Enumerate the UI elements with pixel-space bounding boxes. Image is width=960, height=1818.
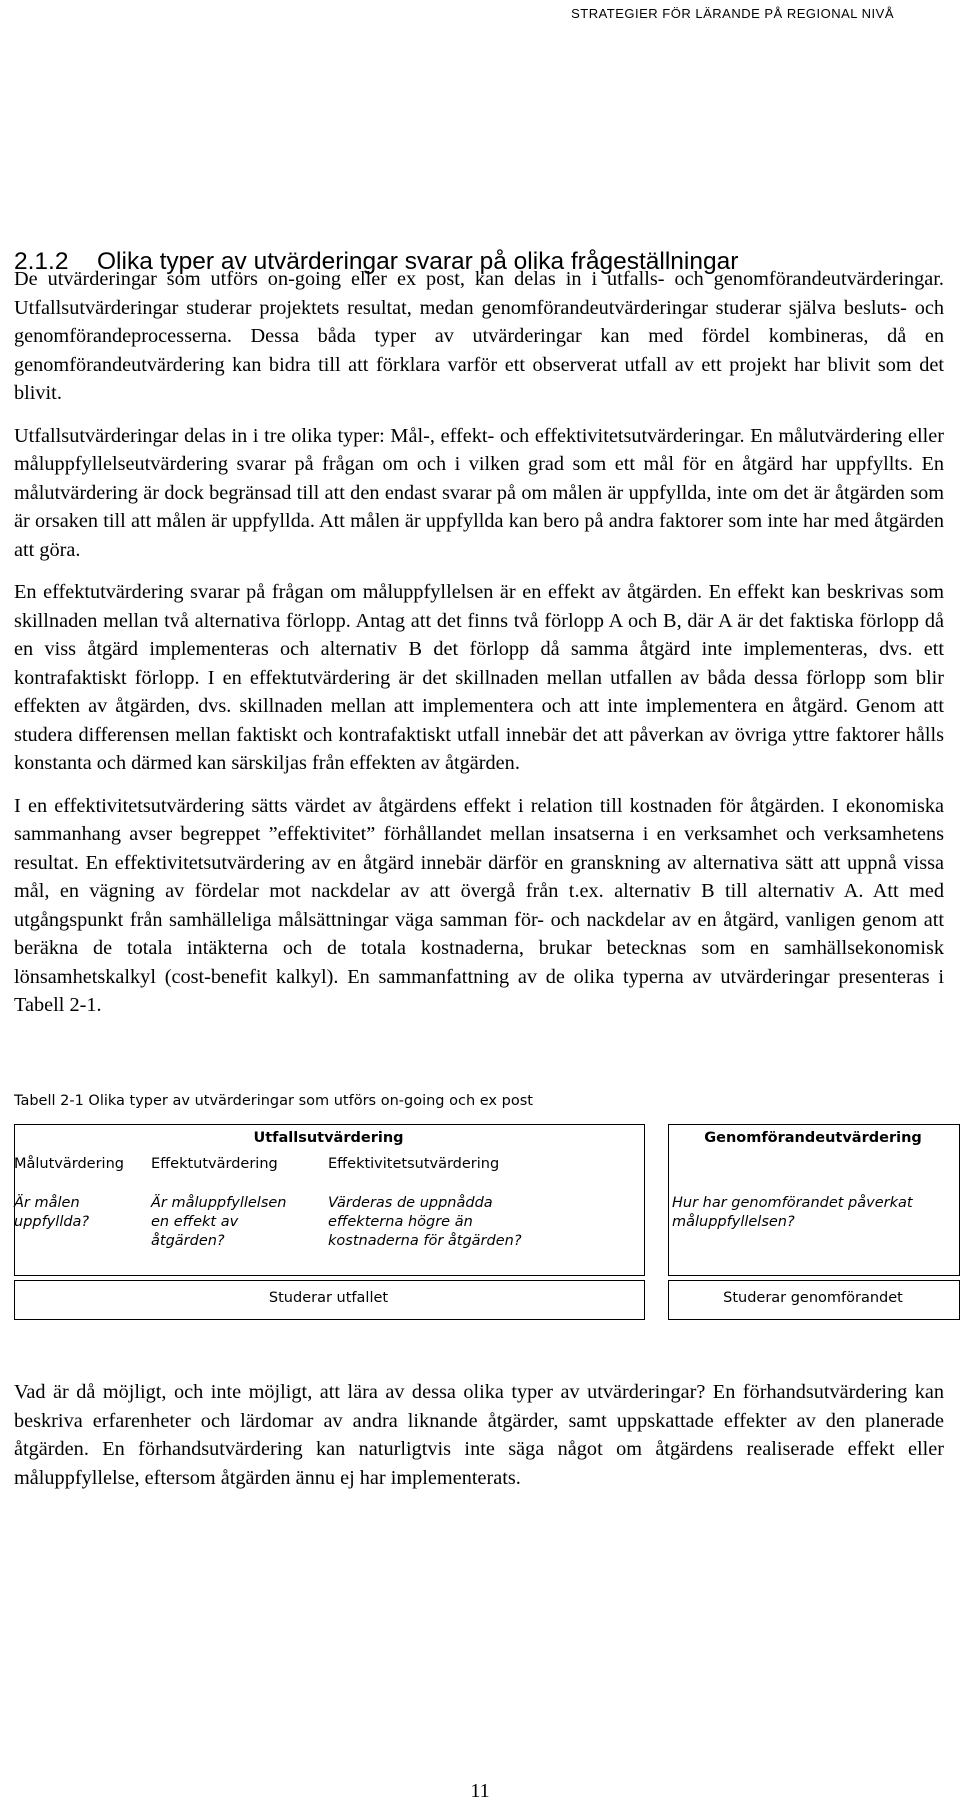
section-number: 2.1.2 [14, 248, 69, 275]
question-effekt: Är måluppfyllelsen en effekt av åtgärden? [151, 1195, 287, 1249]
column-header-effektutvardering: Effektutvärdering [151, 1156, 278, 1172]
focus-genomforande: Studerar genomförandet [723, 1290, 903, 1306]
group-header-utfall: Utfallsutvärdering [253, 1130, 404, 1146]
paragraph: De utvärderingar som utförs on-going eller ex post, kan delas in i utfalls- och genomförandeutvärderingar. Utfallsutvärderingar studerar projektets resultat, medan genomförandeutvärderingar studerar själva besluts- och genomförandeprocesserna. Dessa båda typer av utvärderingar kan med fördel kombineras, då en genomförandeutvärdering kan bidra till att förklara varför ett observerat utfall av ett projekt har blivit som det blivit. [14, 268, 944, 404]
section-title: Olika typer av utvärderingar svarar på olika frågeställningar [97, 248, 739, 275]
running-header: STRATEGIER FÖR LÄRANDE PÅ REGIONAL NIVÅ [571, 6, 894, 21]
paragraph: Utfallsutvärderingar delas in i tre olika typer: Mål-, effekt- och effektivitetsutvärderingar. En målutvärdering eller måluppfyllelseutvärdering svarar på frågan om och i vilken grad som ett mål för en åtgärd har uppfyllts. En målutvärdering är dock begränsad till att den endast svarar på om målen är uppfyllda, inte om det är åtgärden som är orsaken till att målen är uppfyllda. Att målen är uppfyllda kan bero på andra faktorer som inte har med åtgärden att göra. [14, 424, 944, 561]
evaluation-types-table [14, 1124, 959, 1354]
paragraph: I en effektivitetsutvärdering sätts värdet av åtgärdens effekt i relation till kostnaden för åtgärden. I ekonomiska sammanhang avser begreppet ”effektivitet” förhållandet mellan insatserna i en verksamhet och verksamhetens resultat. En effektivitetsutvärdering av en åtgärd innebär därför en granskning av alternativa sätt att uppnå vissa mål, en vägning av fördelar mot nackdelar av att övergå från t.ex. alternativ B till alternativ A. Att med utgångspunkt från samhälleliga målsättningar väga samman för- och nackdelar av en åtgärd, vanligen genom att beräkna de totala intäkterna och de totala kostnaderna, brukar betecknas som en samhällsekonomisk lönsamhetskalkyl (cost-benefit kalkyl). En sammanfattning av de olika typerna av utvärderingar presenteras i Tabell 2-1. [14, 794, 944, 1016]
column-header-malutvardering: Målutvärdering [14, 1156, 124, 1172]
paragraph: Vad är då möjligt, och inte möjligt, att lära av dessa olika typer av utvärderingar? En förhandsutvärdering kan beskriva erfarenheter och lärdomar av andra liknande åtgärder, samt uppskattade effekter av den planerade åtgärden. En förhandsutvärdering kan naturligtvis inte säga något om åtgärdens realiserade effekt eller måluppfyllelse, eftersom åtgärden ännu ej har implementerats. [14, 1381, 944, 1489]
column-header-effektivitetsutvardering: Effektivitetsutvärdering [328, 1156, 500, 1172]
paragraph: En effektutvärdering svarar på frågan om måluppfyllelsen är en effekt av åtgärden. En effekt kan beskrivas som skillnaden mellan två alternativa förlopp. Antag att det finns två förlopp A och B, där A är det faktiska förlopp då en viss åtgärd implementeras och alternativ B det förlopp då samma åtgärd inte implementeras, dvs. ett kontrafaktiskt förlopp. I en effektutvärdering är det skillnaden mellan utfallen av båda dessa förlopp som blir effekten av åtgärden, dvs. skillnaden mellan att implementera och att inte implementera en åtgärd. Genom att studera differensen mellan faktiskt och kontrafaktiskt utfall innebär det att påverkan av övriga yttre faktorer hålls konstanta och därmed kan särskiljas från effekten av åtgärden. [14, 581, 944, 774]
group-header-genomforande: Genomförandeutvärdering [704, 1130, 922, 1146]
table-caption: Tabell 2-1 Olika typer av utvärderingar som utförs on-going och ex post [14, 1093, 533, 1109]
focus-utfall: Studerar utfallet [268, 1290, 389, 1306]
question-genomforande: Hur har genomförandet påverkat måluppfyllelsen? [672, 1195, 913, 1230]
body-text-before-table [14, 265, 944, 1034]
body-text-after-table [14, 1378, 944, 1506]
question-mal: Är målen uppfyllda? [14, 1195, 90, 1230]
page-number: 11 [470, 1780, 490, 1802]
question-effektivitet: Värderas de uppnådda effekterna högre än kostnaderna för åtgärden? [328, 1195, 522, 1249]
